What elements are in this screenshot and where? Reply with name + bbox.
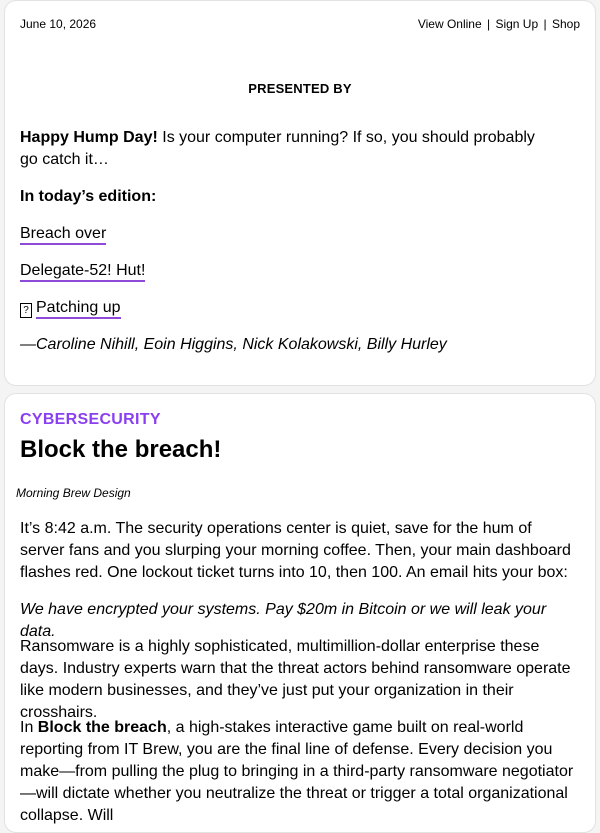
article-paragraph: Ransomware is a highly sophisticated, multimillion-dollar enterprise these days. Industry experts warn that the threat actors behind ransomware operate like modern businesses, and they’ve just put your organization in their crosshairs. (20, 638, 571, 721)
author-signoff: —Caroline Nihill, Eoin Higgins, Nick Kolakowski, Billy Hurley (20, 336, 447, 353)
missing-glyph-icon: ? (20, 303, 32, 318)
toc-link-breach-over[interactable]: Breach over (20, 225, 106, 245)
intro-card (4, 0, 596, 386)
sign-up-link[interactable]: Sign Up (495, 17, 539, 31)
link-separator: | (543, 17, 547, 31)
ransom-note-quote: We have encrypted your systems. Pay $20m in Bitcoin or we will leak your data. (20, 601, 547, 640)
article-paragraph (20, 717, 577, 827)
intro-text: Is your computer running? If so, you should probably go catch it… (20, 129, 535, 168)
toc-item (20, 260, 145, 282)
toc-link-delegate-52[interactable]: Delegate-52! Hut! (20, 262, 145, 282)
view-online-link[interactable]: View Online (417, 17, 482, 31)
intro-greeting: Happy Hump Day! (20, 129, 158, 146)
image-credit: Morning Brew Design (16, 486, 131, 500)
article-paragraph: It’s 8:42 a.m. The security operations center is quiet, save for the hum of server fans and you slurping your morning coffee. Then, your main dashboard flashes red. One lockout ticket turns into 10, then 100. An email hits your box: (20, 520, 571, 581)
article-title: Block the breach! (20, 436, 222, 463)
toc-item (20, 297, 121, 319)
presented-by-label: PRESENTED BY (248, 81, 352, 96)
article-card (4, 393, 596, 833)
edition-heading: In today’s edition: (20, 188, 157, 205)
toc-item (20, 223, 106, 245)
link-separator: | (486, 17, 491, 31)
p4-lead: In (20, 719, 38, 736)
game-name: Block the breach (37, 719, 167, 736)
header-row (20, 17, 580, 31)
intro-paragraph (20, 127, 555, 171)
issue-date: June 10, 2026 (20, 17, 97, 31)
toc-link-patching-up[interactable]: Patching up (36, 299, 121, 319)
header-links (418, 17, 580, 31)
article-category: CYBERSECURITY (20, 411, 161, 428)
p4-rest: , a high-stakes interactive game built on real-world reporting from IT Brew, you are the final line of defense. Every decision you make—from pulling the plug to bringing in a third-party ransomware negotiator—will dictate whether you neutralize the threat or trigger a total organizational collapse. Will (20, 719, 574, 824)
shop-link[interactable]: Shop (551, 17, 580, 31)
